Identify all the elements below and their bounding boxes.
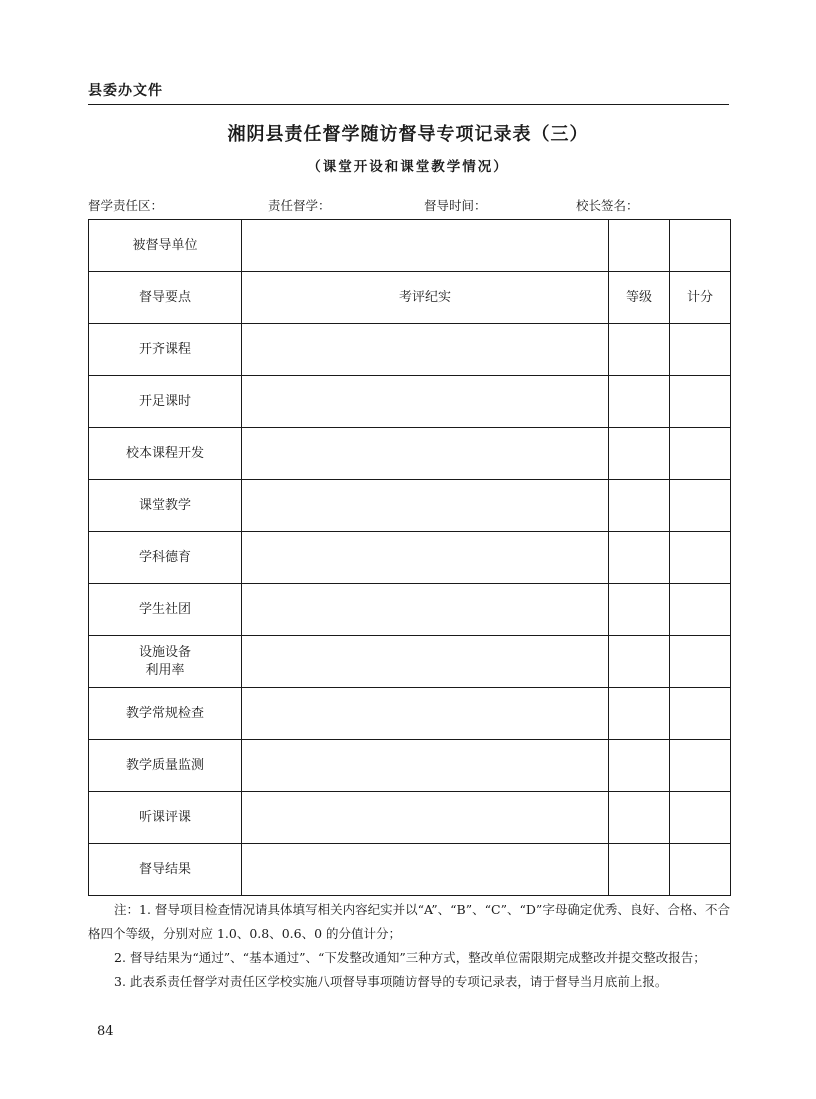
point-label: 开齐课程 <box>89 324 242 376</box>
record-cell[interactable] <box>242 532 609 584</box>
document-title: 湘阴县责任督学随访督导专项记录表（三） <box>227 124 589 145</box>
score-cell[interactable] <box>670 792 731 844</box>
header-divider <box>88 104 729 105</box>
point-label: 课堂教学 <box>89 480 242 532</box>
grade-cell[interactable] <box>609 376 670 428</box>
record-cell[interactable] <box>242 376 609 428</box>
score-cell[interactable] <box>670 376 731 428</box>
header-label: 县委办文件 <box>88 83 163 99</box>
note-item: 3. 此表系责任督学对责任区学校实施八项督导事项随访督导的专项记录表，请于督导当月底前上报。 <box>114 974 668 989</box>
grade-cell[interactable] <box>609 792 670 844</box>
grade-cell[interactable] <box>609 688 670 740</box>
header-grade: 等级 <box>609 272 670 324</box>
point-label: 教学常规检查 <box>89 688 242 740</box>
grade-cell[interactable] <box>609 324 670 376</box>
page-number: 84 <box>97 1024 114 1039</box>
score-cell[interactable] <box>670 584 731 636</box>
record-cell[interactable] <box>242 428 609 480</box>
unit-label: 被督导单位 <box>89 220 242 272</box>
score-cell[interactable] <box>670 740 731 792</box>
unit-value-cell[interactable] <box>242 220 609 272</box>
grade-cell[interactable] <box>609 740 670 792</box>
document-subtitle: （课堂开设和课堂教学情况） <box>307 159 509 175</box>
note-item: 2. 督导结果为“通过”、“基本通过”、“下发整改通知”三种方式，整改单位需限期完成整改并提交整改报告； <box>114 950 706 965</box>
record-cell[interactable] <box>242 324 609 376</box>
point-label: 学科德育 <box>89 532 242 584</box>
point-label: 开足课时 <box>89 376 242 428</box>
note-item: 注：1. 督导项目检查情况请具体填写相关内容纪实并以“A”、“B”、“C”、“D”字母确定优秀、良好、合格、不合格四个等级，分别对应 1.0、0.8、0.6、0 的分值计分； <box>88 902 730 941</box>
table-row <box>89 688 731 740</box>
record-cell[interactable] <box>242 480 609 532</box>
grade-cell[interactable] <box>609 428 670 480</box>
grade-cell[interactable] <box>609 480 670 532</box>
header-point: 督导要点 <box>89 272 242 324</box>
table-row <box>89 844 731 896</box>
notes-section <box>88 898 730 994</box>
record-cell[interactable] <box>242 792 609 844</box>
table-row <box>89 740 731 792</box>
meta-field-principal-signature: 校长签名： <box>576 198 639 213</box>
table-row <box>89 376 731 428</box>
table-row-unit <box>89 220 731 272</box>
meta-field-district: 督学责任区： <box>88 198 164 213</box>
meta-field-inspector: 责任督学： <box>268 198 331 213</box>
table-row <box>89 428 731 480</box>
point-label: 设施设备 利用率 <box>89 636 242 688</box>
point-label: 学生社团 <box>89 584 242 636</box>
score-cell[interactable] <box>670 636 731 688</box>
score-cell[interactable] <box>670 428 731 480</box>
score-cell[interactable] <box>670 480 731 532</box>
record-cell[interactable] <box>242 740 609 792</box>
score-cell[interactable] <box>670 532 731 584</box>
record-cell[interactable] <box>242 636 609 688</box>
table-row <box>89 584 731 636</box>
point-label: 听课评课 <box>89 792 242 844</box>
point-label: 督导结果 <box>89 844 242 896</box>
table-row <box>89 324 731 376</box>
point-label: 校本课程开发 <box>89 428 242 480</box>
record-cell[interactable] <box>242 584 609 636</box>
table-header-row <box>89 272 731 324</box>
grade-cell[interactable] <box>609 844 670 896</box>
header-record: 考评纪实 <box>242 272 609 324</box>
record-cell[interactable] <box>242 688 609 740</box>
grade-cell[interactable] <box>609 584 670 636</box>
meta-field-time: 督导时间： <box>424 198 487 213</box>
record-cell[interactable] <box>242 844 609 896</box>
grade-cell[interactable] <box>609 636 670 688</box>
score-cell[interactable] <box>670 844 731 896</box>
table-row <box>89 636 731 688</box>
unit-extra-cell <box>670 220 731 272</box>
table-row <box>89 480 731 532</box>
table-row <box>89 792 731 844</box>
header-score: 计分 <box>670 272 731 324</box>
score-cell[interactable] <box>670 324 731 376</box>
grade-cell[interactable] <box>609 532 670 584</box>
table-row <box>89 532 731 584</box>
record-table <box>88 219 731 896</box>
score-cell[interactable] <box>670 688 731 740</box>
unit-extra-cell <box>609 220 670 272</box>
point-label: 教学质量监测 <box>89 740 242 792</box>
